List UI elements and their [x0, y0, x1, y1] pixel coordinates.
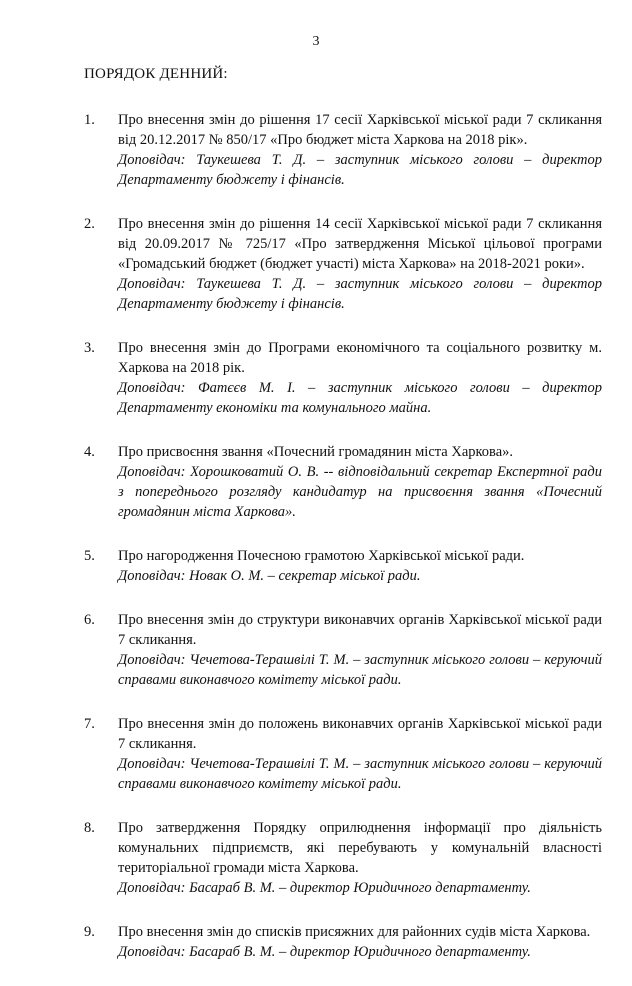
agenda-item-body: [118, 818, 602, 898]
agenda-item-4: [84, 442, 602, 522]
agenda-item-title: Про внесення змін до структури виконавчих органів Харківської міської ради 7 скликання.: [118, 612, 602, 648]
agenda-item-number: 4.: [84, 444, 95, 460]
agenda-item-6: [84, 610, 602, 690]
agenda-item-number: 5.: [84, 548, 95, 564]
agenda-item-speaker: Доповідач: Басараб В. М. – директор Юридичного департаменту.: [118, 880, 531, 896]
agenda-item-speaker: Доповідач: Чечетова-Терашвілі Т. М. – заступник міського голови – керуючий справами виконавчого комітету міської ради.: [118, 652, 602, 688]
agenda-item-title: Про внесення змін до положень виконавчих органів Харківської міської ради 7 скликання.: [118, 716, 602, 752]
agenda-item-number: 6.: [84, 612, 95, 628]
agenda-item-speaker: Доповідач: Новак О. М. – секретар міської ради.: [118, 568, 421, 584]
page-number: 3: [312, 34, 320, 49]
agenda-item-body: [118, 338, 602, 418]
agenda-item-number: 7.: [84, 716, 95, 732]
agenda-item-title: Про затвердження Порядку оприлюднення інформації про діяльність комунальних підприємств, які перебувають у комунальній власності територіальної громади міста Харкова.: [118, 820, 602, 876]
agenda-item-5: [84, 546, 602, 586]
agenda-item-body: [118, 214, 602, 314]
agenda-item-1: [84, 110, 602, 190]
agenda-item-body: [118, 922, 602, 962]
agenda-item-number: 8.: [84, 820, 95, 836]
agenda-item-number: 9.: [84, 924, 95, 940]
agenda-item-number: 3.: [84, 340, 95, 356]
agenda-item-speaker: Доповідач: Басараб В. М. – директор Юридичного департаменту.: [118, 944, 531, 960]
agenda-item-body: [118, 610, 602, 690]
agenda-item-speaker: Доповідач: Таукешева Т. Д. – заступник міського голови – директор Департаменту бюджету і фінансів.: [118, 276, 602, 312]
agenda-item-body: [118, 714, 602, 794]
agenda-item-9: [84, 922, 602, 962]
agenda-item-7: [84, 714, 602, 794]
agenda-item-title: Про внесення змін до рішення 14 сесії Харківської міської ради 7 скликання від 20.09.2017 № 725/17 «Про затвердження Міської цільової програми «Громадський бюджет (бюджет участі) міста Харкова» на 2018-2021 роки».: [118, 216, 602, 272]
agenda-item-title: Про нагородження Почесною грамотою Харківської міської ради.: [118, 548, 525, 564]
agenda-item-title: Про внесення змін до Програми економічного та соціального розвитку м. Харкова на 2018 рік.: [118, 340, 602, 376]
agenda-item-body: [118, 442, 602, 522]
agenda-item-number: 2.: [84, 216, 95, 232]
agenda-list: [84, 110, 602, 986]
agenda-item-body: [118, 546, 602, 586]
agenda-item-speaker: Доповідач: Хорошковатий О. В. -- відповідальний секретар Експертної ради з попереднього розгляду кандидатур на присвоєння звання «Почесний громадянин міста Харкова».: [118, 464, 602, 520]
agenda-item-speaker: Доповідач: Фатєєв М. І. – заступник міського голови – директор Департаменту економіки та комунального майна.: [118, 380, 602, 416]
agenda-item-body: [118, 110, 602, 190]
agenda-item-title: Про внесення змін до списків присяжних для районних судів міста Харкова.: [118, 924, 591, 940]
agenda-item-number: 1.: [84, 112, 95, 128]
agenda-item-2: [84, 214, 602, 314]
agenda-item-3: [84, 338, 602, 418]
agenda-item-title: Про внесення змін до рішення 17 сесії Харківської міської ради 7 скликання від 20.12.2017 № 850/17 «Про бюджет міста Харкова на 2018 рік».: [118, 112, 602, 148]
agenda-heading: ПОРЯДОК ДЕННИЙ:: [84, 66, 228, 82]
agenda-item-speaker: Доповідач: Таукешева Т. Д. – заступник міського голови – директор Департаменту бюджету і фінансів.: [118, 152, 602, 188]
agenda-item-8: [84, 818, 602, 898]
agenda-item-title: Про присвоєння звання «Почесний громадянин міста Харкова».: [118, 444, 514, 460]
agenda-item-speaker: Доповідач: Чечетова-Терашвілі Т. М. – заступник міського голови – керуючий справами виконавчого комітету міської ради.: [118, 756, 602, 792]
